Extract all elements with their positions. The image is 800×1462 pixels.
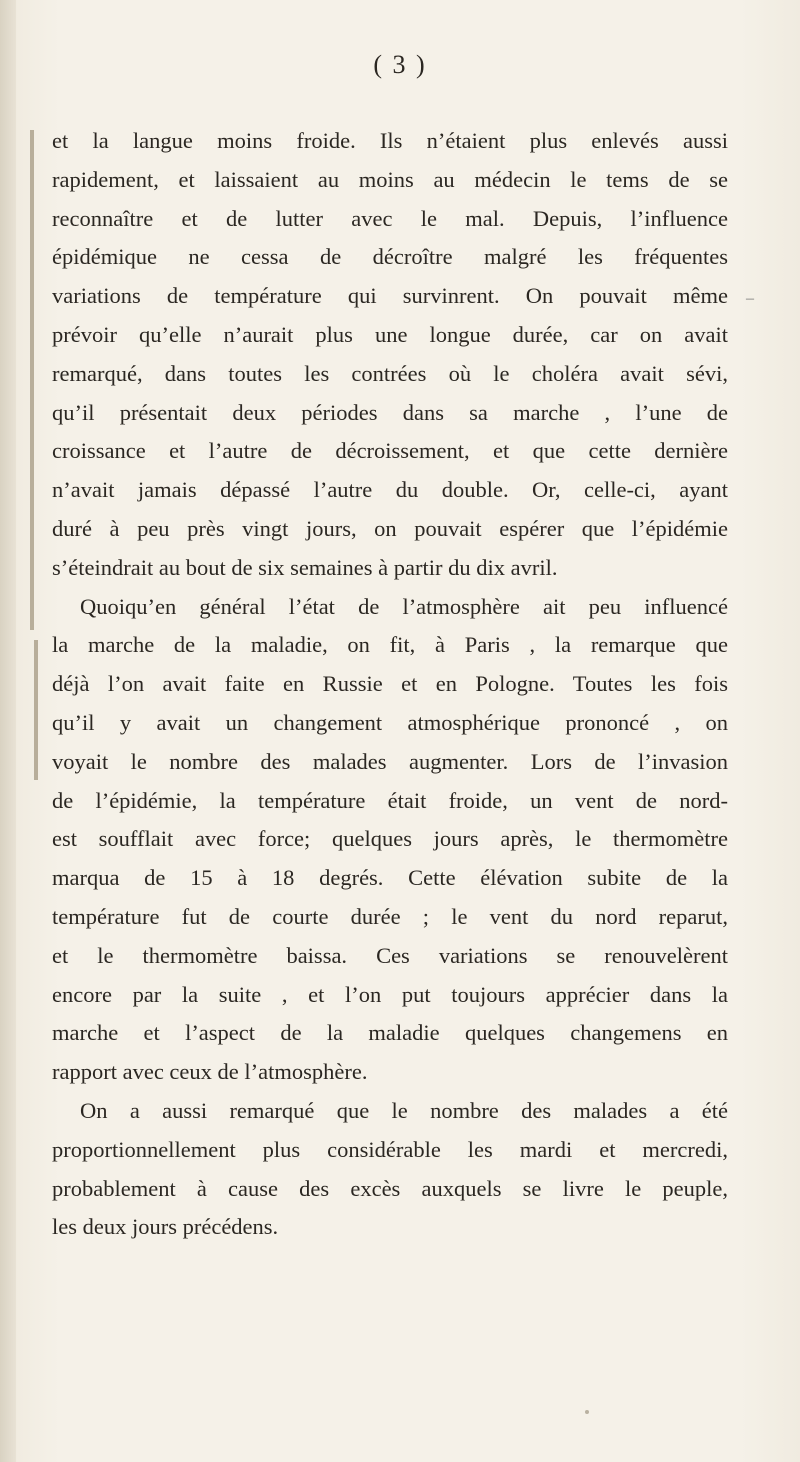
- text-line: duré à peu près vingt jours, on pouvait espérer que l’épidémie: [52, 515, 728, 541]
- text-line: température fut de courte durée ; le vent du nord reparut,: [52, 903, 728, 929]
- text-line: épidémique ne cessa de décroître malgré les fréquentes: [52, 244, 728, 270]
- text-line: variations de température qui survinrent. On pouvait même: [52, 283, 728, 309]
- text-line: déjà l’on avait faite en Russie et en Pologne. Toutes les fois: [52, 671, 728, 697]
- text-line: qu’il présentait deux périodes dans sa marche , l’une de: [52, 399, 728, 425]
- left-margin-shadow: [30, 130, 34, 630]
- paragraph-1: [52, 122, 728, 588]
- text-line: prévoir qu’elle n’aurait plus une longue durée, car on avait: [52, 321, 728, 347]
- text-line: proportionnellement plus considérable les mardi et mercredi,: [52, 1136, 728, 1162]
- text-line: voyait le nombre des malades augmenter. Lors de l’invasion: [52, 748, 728, 774]
- body-text: [52, 122, 728, 1247]
- left-margin-shadow-lower: [34, 640, 38, 780]
- text-line: la marche de la maladie, on fit, à Paris , la remarque que: [52, 632, 728, 658]
- text-line: n’avait jamais dépassé l’autre du double. Or, celle-ci, ayant: [52, 477, 728, 503]
- paragraph-3: [52, 1092, 728, 1247]
- text-line: encore par la suite , et l’on put toujours apprécier dans la: [52, 981, 728, 1007]
- text-line: marche et l’aspect de la maladie quelques changemens en: [52, 1020, 728, 1046]
- text-line: et le thermomètre baissa. Ces variations se renouvelèrent: [52, 942, 728, 968]
- text-line: rapidement, et laissaient au moins au médecin le tems de se: [52, 166, 728, 192]
- text-line: s’éteindrait au bout de six semaines à partir du dix avril.: [52, 554, 558, 580]
- page-number: ( 3 ): [373, 50, 427, 79]
- page-binding-edge: [0, 0, 16, 1462]
- text-line: rapport avec ceux de l’atmosphère.: [52, 1059, 368, 1085]
- text-line: probablement à cause des excès auxquels se livre le peuple,: [52, 1175, 728, 1201]
- text-line: croissance et l’autre de décroissement, et que cette dernière: [52, 438, 728, 464]
- text-line: qu’il y avait un changement atmosphérique prononcé , on: [52, 709, 728, 735]
- ink-spot: [585, 1410, 589, 1414]
- text-line: Quoiqu’en général l’état de l’atmosphère ait peu influencé: [80, 593, 728, 619]
- margin-dash-mark: –: [746, 290, 754, 307]
- text-line: et la langue moins froide. Ils n’étaient plus enlevés aussi: [52, 128, 728, 153]
- text-line: de l’épidémie, la température était froide, un vent de nord-: [52, 787, 728, 813]
- paragraph-2: [52, 588, 728, 1092]
- text-line: marqua de 15 à 18 degrés. Cette élévation subite de la: [52, 865, 728, 891]
- text-line: est soufflait avec force; quelques jours après, le thermomètre: [52, 826, 728, 852]
- text-line: les deux jours précédens.: [52, 1214, 279, 1240]
- text-line: reconnaître et de lutter avec le mal. Depuis, l’influence: [52, 205, 728, 231]
- text-line: On a aussi remarqué que le nombre des malades a été: [80, 1097, 728, 1123]
- text-line: remarqué, dans toutes les contrées où le choléra avait sévi,: [52, 360, 728, 386]
